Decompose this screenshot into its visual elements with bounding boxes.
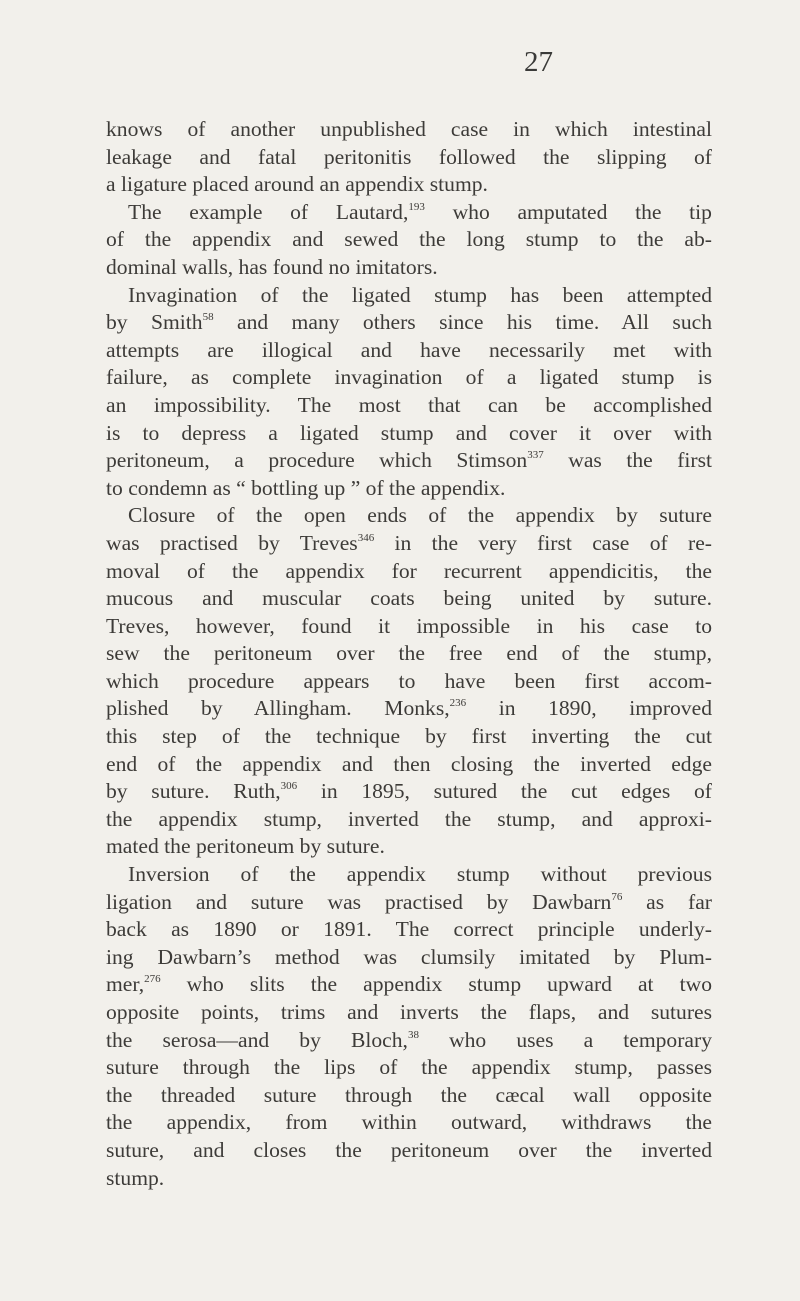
text-line xyxy=(106,668,712,696)
text-segment: Closure of the open ends of the appendix by suture xyxy=(128,503,712,528)
page-number: 27 xyxy=(524,46,553,78)
text-segment: of the appendix and sewed the long stump to the ab- xyxy=(106,227,712,252)
text-segment: an impossibility. The most that can be accomplished xyxy=(106,392,712,417)
text-line xyxy=(106,861,712,889)
text-segment: leakage and fatal peritonitis followed the slipping of xyxy=(106,144,712,169)
text-line xyxy=(106,171,712,199)
text-line xyxy=(106,226,712,254)
text-line xyxy=(106,585,712,613)
text-segment: peritoneum, a procedure which Stimson xyxy=(106,448,528,473)
text-segment: to condemn as “ bottling up ” of the appendix. xyxy=(106,475,506,500)
footnote-reference: 58 xyxy=(202,311,214,324)
text-segment: by Smith xyxy=(106,310,203,335)
text-line xyxy=(106,889,712,917)
text-segment: and many others since his time. All such xyxy=(213,310,712,335)
text-segment: knows of another unpublished case in which intestinal xyxy=(106,117,712,141)
text-line xyxy=(106,778,712,806)
text-segment: was the first xyxy=(543,448,712,473)
text-segment: suture through the lips of the appendix stump, passes xyxy=(106,1055,712,1080)
text-segment: The example of Lautard, xyxy=(128,199,409,224)
text-line xyxy=(106,751,712,779)
text-line xyxy=(106,199,712,227)
text-segment: opposite points, trims and inverts the flaps, and sutures xyxy=(106,1000,712,1024)
footnote-reference: 346 xyxy=(357,531,375,544)
footnote-reference: 193 xyxy=(408,200,425,213)
text-segment: in the very first case of re- xyxy=(374,530,712,555)
text-line xyxy=(106,1054,712,1082)
text-line xyxy=(106,558,712,586)
text-line xyxy=(106,999,712,1027)
footnote-reference: 306 xyxy=(280,780,298,793)
text-segment: mer, xyxy=(106,972,145,997)
text-segment: failure, as complete invagination of a ligated stump is xyxy=(106,365,712,390)
text-line xyxy=(106,723,712,751)
text-line xyxy=(106,1082,712,1110)
text-segment: this step of the technique by first inverting the cut xyxy=(106,724,712,749)
text-line xyxy=(106,447,712,475)
text-line xyxy=(106,392,712,420)
text-segment: back as 1890 or 1891. The correct principle underly- xyxy=(106,917,712,942)
text-line xyxy=(106,309,712,337)
footnote-reference: 76 xyxy=(611,890,623,903)
text-line xyxy=(106,640,712,668)
text-segment: who uses a temporary xyxy=(418,1027,712,1052)
text-segment: a ligature placed around an appendix stump. xyxy=(106,172,488,197)
text-segment: end of the appendix and then closing the inverted edge xyxy=(106,751,712,776)
text-line xyxy=(106,116,712,144)
text-segment: the threaded suture through the cæcal wall opposite xyxy=(106,1082,712,1107)
text-segment: the serosa—and by Bloch, xyxy=(106,1027,408,1052)
text-segment: moval of the appendix for recurrent appendicitis, the xyxy=(106,558,712,583)
text-segment: who amputated the tip xyxy=(424,199,712,224)
text-segment: ligation and suture was practised by Dawbarn xyxy=(106,889,612,914)
text-segment: mucous and muscular coats being united by suture. xyxy=(106,586,712,611)
text-line xyxy=(106,916,712,944)
text-line xyxy=(106,475,712,503)
text-line xyxy=(106,833,712,861)
text-segment: dominal walls, has found no imitators. xyxy=(106,254,438,279)
text-line xyxy=(106,337,712,365)
text-segment: Invagination of the ligated stump has been attempted xyxy=(128,282,712,307)
text-segment: who slits the appendix stump upward at two xyxy=(160,972,712,997)
text-segment: Treves, however, found it impossible in his case to xyxy=(106,613,712,638)
body-text xyxy=(106,116,712,1192)
text-segment: ing Dawbarn’s method was clumsily imitated by Plum- xyxy=(106,944,712,969)
footnote-reference: 276 xyxy=(144,973,161,986)
text-segment: the appendix stump, inverted the stump, and approxi- xyxy=(106,806,712,831)
text-line xyxy=(106,806,712,834)
text-segment: in 1895, sutured the cut edges of xyxy=(297,779,713,804)
text-segment: is to depress a ligated stump and cover it over with xyxy=(106,420,712,445)
text-segment: plished by Allingham. Monks, xyxy=(106,696,450,721)
footnote-reference: 337 xyxy=(527,449,544,462)
text-segment: the appendix, from within outward, withdraws the xyxy=(106,1110,712,1135)
text-line xyxy=(106,1165,712,1193)
text-line xyxy=(106,1027,712,1055)
text-line xyxy=(106,1109,712,1137)
text-segment: suture, and closes the peritoneum over the inverted xyxy=(106,1137,712,1162)
text-line xyxy=(106,971,712,999)
text-segment: by suture. Ruth, xyxy=(106,779,281,804)
text-line xyxy=(106,420,712,448)
text-segment: as far xyxy=(622,889,712,914)
text-line xyxy=(106,695,712,723)
footnote-reference: 236 xyxy=(449,697,467,710)
text-line xyxy=(106,944,712,972)
text-line xyxy=(106,530,712,558)
text-segment: in 1890, improved xyxy=(466,696,712,721)
text-line xyxy=(106,502,712,530)
text-segment: mated the peritoneum by suture. xyxy=(106,834,385,859)
text-line xyxy=(106,144,712,172)
text-line xyxy=(106,254,712,282)
text-line xyxy=(106,613,712,641)
text-segment: which procedure appears to have been first accom- xyxy=(106,668,712,693)
footnote-reference: 38 xyxy=(407,1028,419,1041)
text-segment: Inversion of the appendix stump without previous xyxy=(128,862,712,887)
text-line xyxy=(106,364,712,392)
text-line xyxy=(106,1137,712,1165)
text-line xyxy=(106,282,712,310)
text-segment: sew the peritoneum over the free end of the stump, xyxy=(106,641,712,666)
text-segment: stump. xyxy=(106,1165,165,1190)
text-segment: was practised by Treves xyxy=(106,530,358,555)
text-segment: attempts are illogical and have necessarily met with xyxy=(106,337,712,362)
